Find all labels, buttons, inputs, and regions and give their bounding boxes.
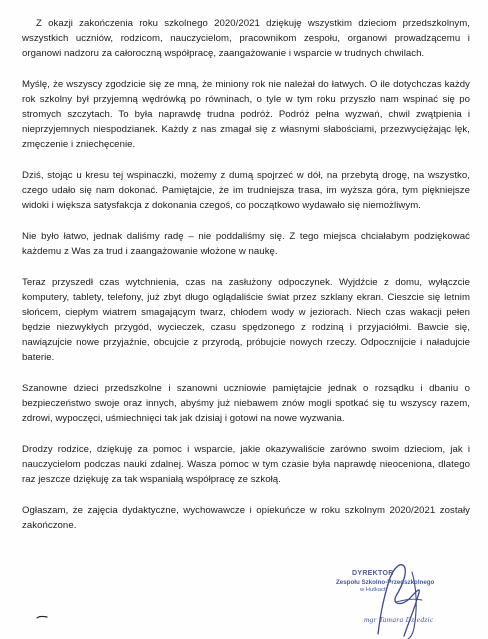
director-stamp	[300, 556, 450, 628]
paragraph-not-giving-up: Nie było łatwo, jednak daliśmy radę – nie poddaliśmy się. Z tego miejsca chciałabym podziękować każdemu z Was za trud i zaangażowanie włożone w naukę.	[22, 231, 470, 257]
paragraph-announcement: Ogłaszam, że zajęcia dydaktyczne, wychowawcze i opiekuńcze w roku szkolnym 2020/2021 zostały zakończone.	[22, 505, 470, 531]
stamp-town: w Hutkach	[360, 587, 388, 593]
paragraph-rest: Teraz przyszedł czas wytchnienia, czas na zasłużony odpoczynek. Wyjdźcie z domu, wyłączcie komputery, tablety, telefony, już zbyt długo oglądaliście świat przez szklany ekran. Cieszcie się letnim słońcem, ciepłym wiatrem smagającym twarz, chłodem wody w jeziorach. Niech czas wakacji pełen będzie niezwykłych przygód, wycieczek, czasu spędzonego z rodziną i przyjaciółmi. Bawcie się, nawiązujcie nowe przyjaźnie, obcujcie z przyrodą, próbujcie nowych rzeczy. Odpocznijcie i naładujcie baterie.	[22, 277, 470, 363]
paragraph-parents: Drodzy rodzice, dziękuję za pomoc i wsparcie, jakie okazywaliście zarówno swoim dzieciom, jak i nauczycielom podczas nauki zdalnej. Wasza pomoc w tym czasie była naprawdę nieoceniona, dlatego raz jeszcze dziękuję za tak wspaniałą współpracę ze szkołą.	[22, 444, 470, 485]
stamp-signer-name: mgr Tamara Dziedzic	[364, 615, 434, 624]
stamp-organization: Zespołu Szkolno-Przedszkolnego	[336, 579, 435, 586]
paragraph-looking-back: Dziś, stojąc u kresu tej wspinaczki, możemy z dumą spojrzeć w dół, na przebytą drogę, na wszystko, czego udało się nam dokonać. Pamiętajcie, że im trudniejsza trasa, im wyższa góra, tym piękniejsze widoki i większa satysfakcja z dokonania czegoś, co początkowo wydawało się niemożliwym.	[22, 170, 470, 211]
handwritten-signature	[300, 556, 450, 639]
paragraph-safety: Szanowne dzieci przedszkolne i szanowni uczniowie pamiętajcie jednak o rozsądku i dbaniu o bezpieczeństwo swoje oraz innych, abyśmy już niebawem znów mogli spotkać się tu wszyscy razem, zdrowi, wypoczęci, uśmiechnięci tak jak dzisiaj i gotowi na nowe wyzwania.	[22, 383, 470, 424]
paragraph-difficult-year: Myślę, że wszyscy zgodzicie się ze mną, że miniony rok nie należał do łatwych. O ile dotychczas każdy rok szkolny był przyjemną wędrówką po równinach, o tyle w tym roku przyszło nam wspinać się po stromych szczytach. To była naprawdę trudna podróż. Podróż pełna wyzwań, chwil zwątpienia i nieprzyjemnych niespodzianek. Każdy z nas zmagał się z własnymi słabościami, przezwyciężając lęk, zmęczenie i zniechęcenie.	[22, 79, 470, 150]
scan-mark	[36, 613, 48, 621]
paragraph-thanks: Z okazji zakończenia roku szkolnego 2020/2021 dziękuję wszystkim dzieciom przedszkolnym, wszystkich uczniów, rodzicom, nauczycielom, pracownikom zespołu, organowi prowadzącemu i organowi nadzoru za całoroczną współpracę, zaangażowanie i wsparcie w trudnych chwilach.	[22, 18, 470, 59]
stamp-title: DYREKTOR	[352, 570, 394, 577]
letter-body	[22, 16, 470, 549]
